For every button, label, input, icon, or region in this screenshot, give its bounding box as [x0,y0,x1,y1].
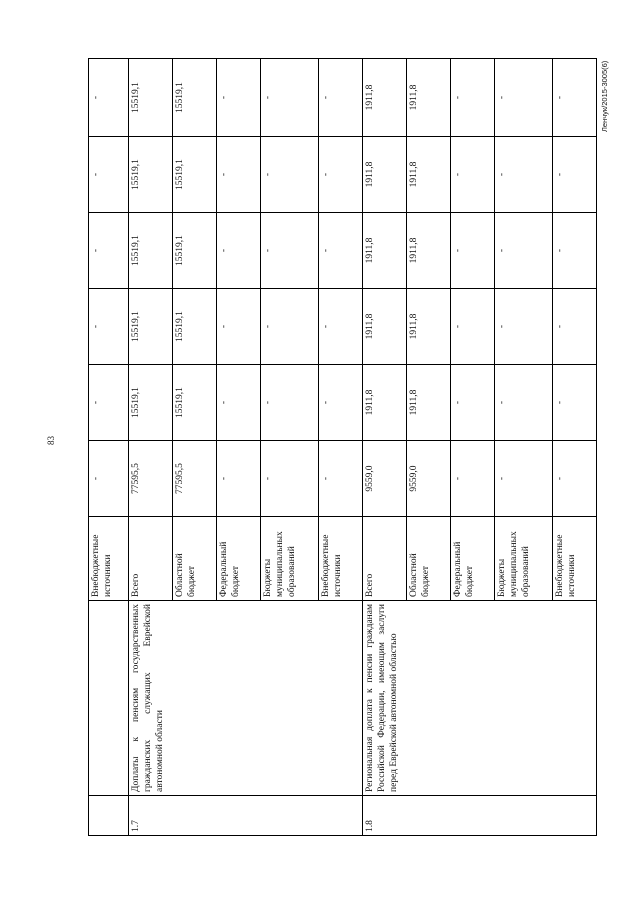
cell-year-1: 1911,8 [363,365,407,441]
item-number: 1.7 [129,796,363,836]
cell-source: Внебюджетные источники [319,517,363,601]
cell-year-2: - [217,289,261,365]
cell-year-5: - [261,59,319,137]
rotated-table-container [88,59,577,836]
cell-year-2: 15519,1 [129,289,173,365]
cell-year-3: - [89,213,129,289]
cell-source: Всего [129,517,173,601]
cell-year-3: - [217,213,261,289]
item-number: 1.8 [363,796,597,836]
cell-total: - [89,441,129,517]
cell-year-5: - [495,59,553,137]
cell-source: Федеральный бюджет [451,517,495,601]
cell-year-5: 15519,1 [173,59,217,137]
cell-year-1: - [451,365,495,441]
cell-year-1: - [553,365,597,441]
cell-total: 9559,0 [407,441,451,517]
cell-year-1: - [319,365,363,441]
footer-text: Ленчук/2015-3005(6) [600,60,609,132]
cell-year-4: 15519,1 [129,137,173,213]
cell-year-1: 15519,1 [173,365,217,441]
cell-total: 9559,0 [363,441,407,517]
table-row [89,59,129,836]
cell-name [89,601,129,796]
cell-year-1: 1911,8 [407,365,451,441]
cell-year-3: - [261,213,319,289]
cell-year-3: - [495,213,553,289]
cell-total: - [451,441,495,517]
cell-year-5: - [319,59,363,137]
cell-year-2: - [261,289,319,365]
cell-total: 77595,5 [173,441,217,517]
budget-table [88,58,597,836]
cell-year-5: - [217,59,261,137]
cell-year-1: 15519,1 [129,365,173,441]
cell-source: Внебюджетные источники [553,517,597,601]
cell-total: - [261,441,319,517]
cell-year-3: - [553,213,597,289]
cell-year-4: - [217,137,261,213]
cell-year-2: - [451,289,495,365]
cell-year-2: - [89,289,129,365]
cell-year-4: - [261,137,319,213]
cell-year-4: 1911,8 [363,137,407,213]
table-row [363,59,407,836]
cell-year-2: 1911,8 [407,289,451,365]
cell-year-4: - [553,137,597,213]
cell-num [89,796,129,836]
cell-source: Областной бюджет [173,517,217,601]
cell-source: Федеральный бюджет [217,517,261,601]
cell-year-1: - [89,365,129,441]
cell-year-1: - [495,365,553,441]
cell-source: Всего [363,517,407,601]
cell-source: Бюджеты муниципальных образований [495,517,553,601]
cell-year-5: - [89,59,129,137]
cell-source: Бюджеты муниципальных образований [261,517,319,601]
cell-total: - [495,441,553,517]
cell-year-3: 1911,8 [407,213,451,289]
cell-year-4: 1911,8 [407,137,451,213]
cell-year-4: - [319,137,363,213]
cell-year-2: - [319,289,363,365]
cell-year-4: - [451,137,495,213]
cell-total: - [319,441,363,517]
item-name: Доплаты к пенсиям государственных гражданских служащих Еврейской автономной области [129,601,363,796]
cell-year-2: - [495,289,553,365]
cell-total: - [217,441,261,517]
cell-year-4: - [89,137,129,213]
cell-year-3: - [451,213,495,289]
page-number: 83 [46,436,56,445]
cell-year-5: 1911,8 [407,59,451,137]
cell-year-5: - [553,59,597,137]
item-name: Региональная доплата к пенсии гражданам Российской Федерации, имеющим заслуги перед Еврейской автономной областью [363,601,597,796]
cell-year-5: 1911,8 [363,59,407,137]
cell-year-4: 15519,1 [173,137,217,213]
cell-year-1: - [261,365,319,441]
cell-source: Областной бюджет [407,517,451,601]
cell-total: 77595,5 [129,441,173,517]
cell-year-2: 1911,8 [363,289,407,365]
cell-year-5: 15519,1 [129,59,173,137]
table-row [129,59,173,836]
cell-year-2: 15519,1 [173,289,217,365]
cell-year-3: 15519,1 [173,213,217,289]
cell-year-4: - [495,137,553,213]
cell-total: - [553,441,597,517]
cell-year-5: - [451,59,495,137]
cell-year-1: - [217,365,261,441]
cell-year-3: 1911,8 [363,213,407,289]
cell-year-2: - [553,289,597,365]
cell-year-3: 15519,1 [129,213,173,289]
cell-source: Внебюджетные источники [89,517,129,601]
cell-year-3: - [319,213,363,289]
